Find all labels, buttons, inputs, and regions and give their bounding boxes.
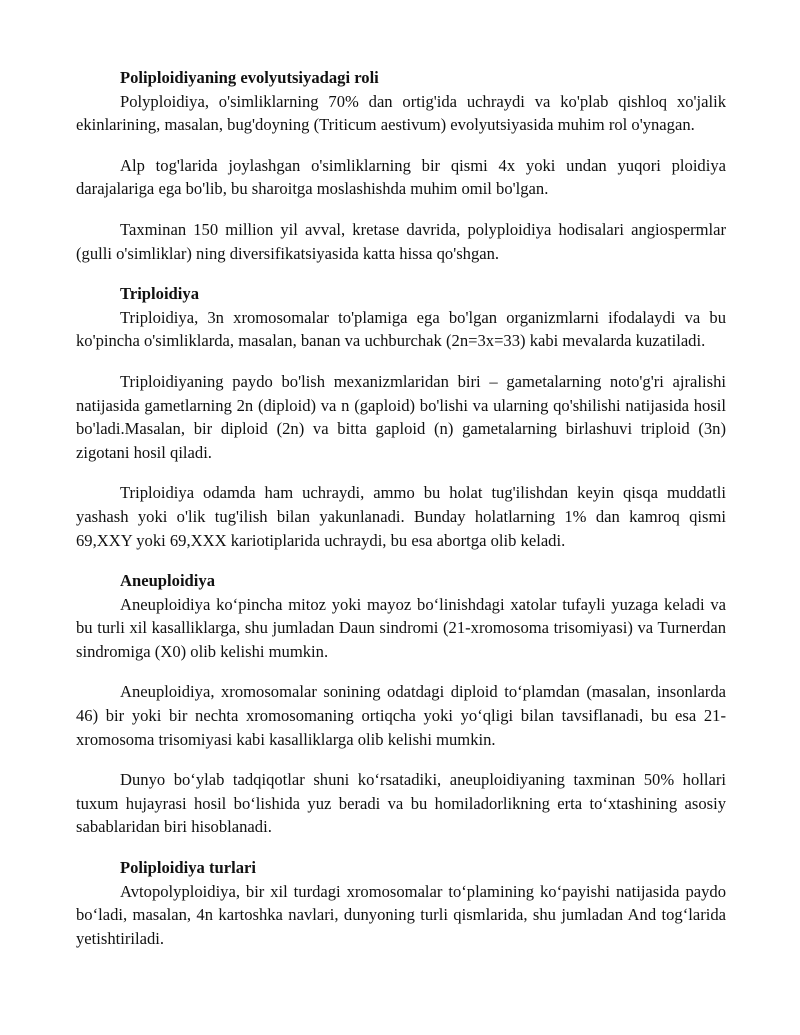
section-aneuploidy: [76, 569, 726, 839]
section-triploidy: [76, 282, 726, 552]
paragraph: Polyploidiya, o'simliklarning 70% dan ortig'ida uchraydi va ko'plab qishloq xo'jalik ekinlarining, masalan, bug'doyning (Triticum aestivum) evolyutsiyasida muhim rol o'ynagan.: [76, 91, 726, 135]
section-heading: Aneuploidiya: [120, 571, 215, 591]
paragraph: Aneuploidiya ko‘pincha mitoz yoki mayoz bo‘linishdagi xatolar tufayli yuzaga keladi va bu turli xil kasalliklarga, shu jumladan Daun sindromi (21-xromosoma trisomiyasi) va Turnerdan sindromiga (X0) olib kelishi mumkin.: [76, 594, 726, 661]
section-polyploidy-types: [76, 856, 726, 950]
paragraph: Dunyo bo‘ylab tadqiqotlar shuni ko‘rsatadiki, aneuploidiyaning taxminan 50% hollari tuxum hujayrasi hosil bo‘lishida yuz beradi va bu homiladorlikning erta to‘xtashining asosiy sabablaridan biri hisoblanadi.: [76, 770, 726, 837]
section-heading: Poliploidiyaning evolyutsiyadagi roli: [120, 68, 379, 87]
section-polyploidy-evolution: [76, 66, 726, 265]
section-heading: Poliploidiya turlari: [120, 858, 256, 878]
paragraph: Avtopolyploidiya, bir xil turdagi xromosomalar to‘plamining ko‘payishi natijasida paydo bo‘ladi, masalan, 4n kartoshka navlari, dunyoning turli qismlarida, shu jumladan And tog‘larida yetishtiriladi.: [76, 881, 726, 948]
paragraph: Triploidiyaning paydo bo'lish mexanizmlaridan biri – gametalarning noto'g'ri ajralishi natijasida gametlarning 2n (diploid) va n (gaploid) bo'lishi va ularning qo'shilishi natijasida hosil bo'ladi.Masalan, bir diploid (2n) va bitta gaploid (n) gametalarning birlashuvi triploid (3n) zigotani hosil qiladi.: [76, 371, 726, 462]
paragraph: Triploidiya, 3n xromosomalar to'plamiga ega bo'lgan organizmlarni ifodalaydi va bu ko'pincha o'simliklarda, masalan, banan va uchburchak (2n=3x=33) kabi mevalarda kuzatiladi.: [76, 307, 726, 351]
paragraph: Triploidiya odamda ham uchraydi, ammo bu holat tug'ilishdan keyin qisqa muddatli yashash yoki o'lik tug'ilish bilan yakunlanadi. Bunday holatlarning 1% dan kamroq qismi 69,XXY yoki 69,XXX kariotiplarida uchraydi, bu esa abortga olib keladi.: [76, 483, 726, 550]
document-page: [76, 66, 726, 967]
paragraph: Aneuploidiya, xromosomalar sonining odatdagi diploid to‘plamdan (masalan, insonlarda 46) bir yoki bir nechta xromosomaning ortiqcha yoki yo‘qligi bilan tavsiflanadi, bu esa 21-xromosoma trisomiyasi kabi kasalliklarga olib kelishi mumkin.: [76, 682, 726, 749]
paragraph: Taxminan 150 million yil avval, kretase davrida, polyploidiya hodisalari angiospermlar (gulli o'simliklar) ning diversifikatsiyasida katta hissa qo'shgan.: [76, 219, 726, 263]
paragraph: Alp tog'larida joylashgan o'simliklarning bir qismi 4x yoki undan yuqori ploidiya darajalariga ega bo'lib, bu sharoitga moslashishda muhim omil bo'lgan.: [76, 155, 726, 199]
section-heading: Triploidiya: [120, 284, 199, 304]
